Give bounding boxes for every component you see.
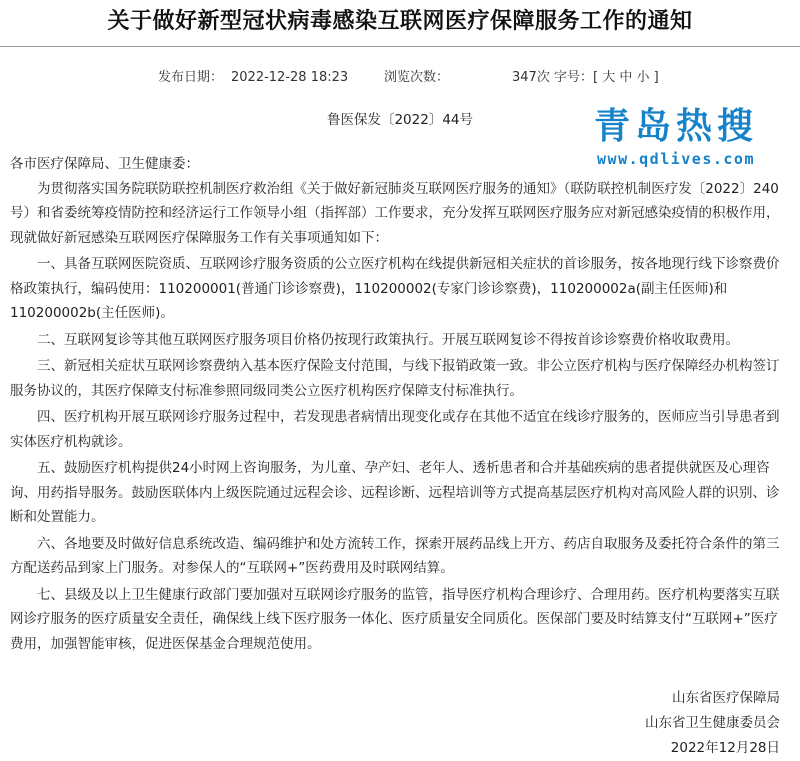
body-paragraph-intro: 为贯彻落实国务院联防联控机制医疗救治组《关于做好新冠肺炎互联网医疗服务的通知》（联防联控机制医疗发〔2022〕240号）和省委统筹疫情防控和经济运行工作领导小组（指挥部）工作要求，充分发挥互联网医疗服务应对新冠感染疫情的积极作用，现就做好新冠感染互联网医疗保障服务工作有关事项通知如下： xyxy=(10,180,780,246)
view-count-value: 347次 xyxy=(512,70,550,85)
body-paragraph-2: 二、互联网复诊等其他互联网医疗服务项目价格仍按现行政策执行。开展互联网复诊不得按首诊诊察费价格收取费用。 xyxy=(37,331,739,348)
title-divider xyxy=(0,46,800,47)
publish-date-meta xyxy=(158,66,348,85)
body-paragraph-6: 六、各地要及时做好信息系统改造、编码维护和处方流转工作，探索开展药品线上开方、药店自取服务及委托符合条件的第三方配送药品到家上门服务。对参保人的“互联网+”医药费用及时联网结算。 xyxy=(10,535,780,576)
signature-block xyxy=(645,686,780,761)
page-title: 关于做好新型冠状病毒感染互联网医疗保障服务工作的通知 xyxy=(107,9,693,34)
font-size-large-button[interactable]: 大 xyxy=(602,70,616,85)
font-size-medium-button[interactable]: 中 xyxy=(619,70,633,85)
watermark-url: www.qdlives.com xyxy=(597,150,755,168)
font-size-open-bracket: [ xyxy=(592,70,599,85)
watermark-name: 青岛热搜 xyxy=(593,106,758,147)
document-number: 鲁医保发〔2022〕44号 xyxy=(326,112,474,128)
publish-date-label: 发布日期： xyxy=(158,70,224,85)
font-size-label: 字号： xyxy=(553,70,593,85)
signature-date: 2022年12月28日 xyxy=(670,740,780,756)
greeting: 各市医疗保障局、卫生健康委： xyxy=(10,156,199,172)
body-paragraph-5: 五、鼓励医疗机构提供24小时网上咨询服务，为儿童、孕产妇、老年人、透析患者和合并基础疾病的患者提供就医及心理咨询、用药指导服务。鼓励医联体内上级医院通过远程会诊、远程诊断、远程培训等方式提高基层医疗机构对高风险人群的识别、诊断和处置能力。 xyxy=(10,460,780,525)
body-paragraph-1: 一、具备互联网医院资质、互联网诊疗服务资质的公立医疗机构在线提供新冠相关症状的首诊服务，按各地现行线下诊察费价格政策执行，编码使用：110200001(普通门诊诊察费)，110200002(专家门诊诊察费)，110200002a(副主任医师)和110200002b(主任医师)。 xyxy=(10,256,780,321)
body-paragraph-3: 三、新冠相关症状互联网诊察费纳入基本医疗保险支付范围，与线下报销政策一致。非公立医疗机构与医疗保障经办机构签订服务协议的，其医疗保障支付标准参照同级同类公立医疗机构医疗保障支付标准执行。 xyxy=(10,358,780,399)
body-paragraph-7: 七、县级及以上卫生健康行政部门要加强对互联网诊疗服务的监管，指导医疗机构合理诊疗、合理用药。医疗机构要落实互联网诊疗服务的医疗质量安全责任，确保线上线下医疗服务一体化、医疗质量安全同质化。医保部门要及时结算支付“互联网+”医疗费用，加强智能审核，促进医保基金合理规范使用。 xyxy=(10,586,780,652)
view-count-and-font-size xyxy=(512,66,659,85)
body-paragraph-4: 四、医疗机构开展互联网诊疗服务过程中，若发现患者病情出现变化或存在其他不适宜在线诊疗服务的，医师应当引导患者到实体医疗机构就诊。 xyxy=(10,409,780,450)
font-size-small-button[interactable]: 小 xyxy=(636,70,650,85)
font-size-close-bracket: ] xyxy=(653,70,659,85)
article-body xyxy=(10,152,790,656)
signature-issuer-1: 山东省医疗保障局 xyxy=(672,690,780,706)
publish-date-value: 2022-12-28 18:23 xyxy=(231,70,349,85)
view-count-meta xyxy=(384,66,449,85)
view-count-label: 浏览次数： xyxy=(384,70,450,85)
font-size-switcher xyxy=(593,70,659,85)
signature-issuer-2: 山东省卫生健康委员会 xyxy=(645,715,780,731)
